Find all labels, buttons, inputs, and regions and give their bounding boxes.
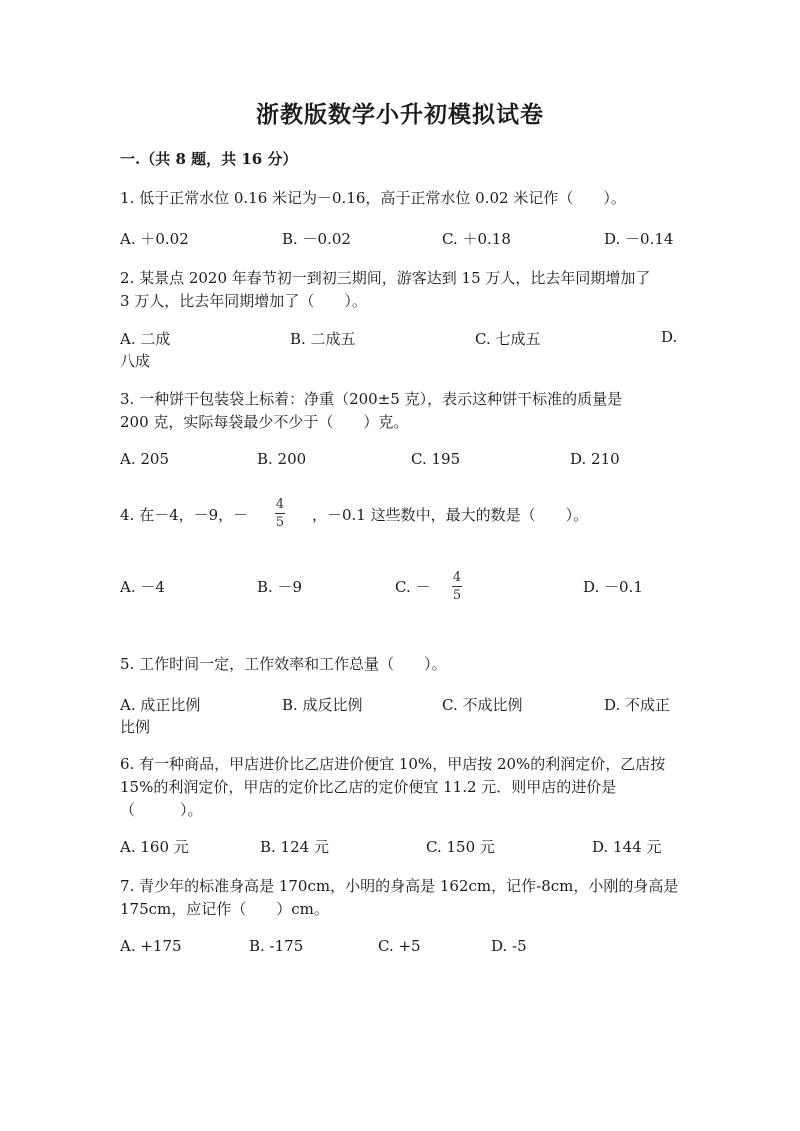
- section-heading: 一.（共 8 题，共 16 分）: [120, 150, 298, 168]
- question-7-text-line-1: 7. 青少年的标准身高是 170cm，小明的身高是 162cm，记作-8cm，小刚的身高是: [120, 877, 679, 895]
- question-7-text-line-2: 175cm，应记作（ ）cm。: [120, 900, 329, 918]
- question-5-option-d: D. 不成正: [604, 696, 671, 714]
- question-6-option-d: D. 144 元: [592, 838, 662, 856]
- fraction-numerator: 4: [452, 570, 462, 585]
- question-5-option-a: A. 成正比例: [120, 696, 201, 714]
- question-1-option-c: C. ＋0.18: [442, 230, 511, 248]
- question-4-text-start: 4. 在－4，－9，－: [120, 506, 249, 524]
- question-5-option-d-continued: 比例: [120, 718, 151, 736]
- question-6-text-line-1: 6. 有一种商品，甲店进价比乙店进价便宜 10%，甲店按 20%的利润定价，乙店按: [120, 755, 666, 773]
- question-5-option-b: B. 成反比例: [282, 696, 363, 714]
- question-3-text-line-2: 200 克，实际每袋最少不少于（ ）克。: [120, 413, 409, 431]
- question-6-text-line-2: 15%的利润定价，甲店的定价比乙店的定价便宜 11.2 元．则甲店的进价是: [120, 778, 617, 796]
- question-4-fraction: [275, 497, 285, 530]
- question-3-option-d: D. 210: [570, 450, 620, 468]
- question-4-text-end: ，－0.1 这些数中，最大的数是（ ）。: [312, 506, 589, 524]
- question-1-option-a: A. ＋0.02: [120, 230, 189, 248]
- question-3-option-b: B. 200: [257, 450, 307, 468]
- question-2-text-line-1: 2. 某景点 2020 年春节初一到初三期间，游客达到 15 万人，比去年同期增加了: [120, 269, 651, 287]
- question-2-option-d-continued: 八成: [120, 352, 151, 370]
- question-4-option-c-fraction: [452, 570, 462, 603]
- fraction-bar: [452, 586, 462, 587]
- page-title: 浙教版数学小升初模拟试卷: [256, 101, 544, 128]
- question-2-option-b: B. 二成五: [290, 330, 356, 348]
- question-1-option-b: B. －0.02: [282, 230, 351, 248]
- question-2-option-d: D.: [661, 328, 678, 346]
- fraction-denominator: 5: [452, 588, 462, 603]
- fraction-bar: [275, 513, 285, 514]
- question-5-option-c: C. 不成比例: [442, 696, 523, 714]
- question-6-text-line-3: （ ）。: [120, 801, 203, 819]
- question-6-option-a: A. 160 元: [120, 838, 189, 856]
- question-1-text: 1. 低于正常水位 0.16 米记为－0.16，高于正常水位 0.02 米记作（ ）。: [120, 189, 626, 207]
- question-4-option-c: C. －: [395, 578, 431, 596]
- question-6-option-b: B. 124 元: [260, 838, 329, 856]
- question-1-option-d: D. －0.14: [604, 230, 674, 248]
- question-4-option-d: D. －0.1: [583, 578, 643, 596]
- question-2-option-c: C. 七成五: [475, 330, 541, 348]
- question-7-option-d: D. -5: [491, 937, 527, 955]
- question-7-option-a: A. +175: [120, 937, 182, 955]
- fraction-numerator: 4: [275, 497, 285, 512]
- question-7-option-c: C. +5: [378, 937, 421, 955]
- question-4-option-b: B. －9: [257, 578, 303, 596]
- question-3-option-c: C. 195: [411, 450, 461, 468]
- question-3-option-a: A. 205: [120, 450, 169, 468]
- question-6-option-c: C. 150 元: [426, 838, 495, 856]
- question-7-option-b: B. -175: [249, 937, 304, 955]
- fraction-denominator: 5: [275, 515, 285, 530]
- question-2-text-line-2: 3 万人，比去年同期增加了（ ）。: [120, 292, 367, 310]
- question-2-option-a: A. 二成: [120, 330, 171, 348]
- question-5-text: 5. 工作时间一定，工作效率和工作总量（ ）。: [120, 655, 447, 673]
- question-4-option-a: A. －4: [120, 578, 165, 596]
- question-3-text-line-1: 3. 一种饼干包装袋上标着：净重（200±5 克），表示这种饼干标准的质量是: [120, 390, 623, 408]
